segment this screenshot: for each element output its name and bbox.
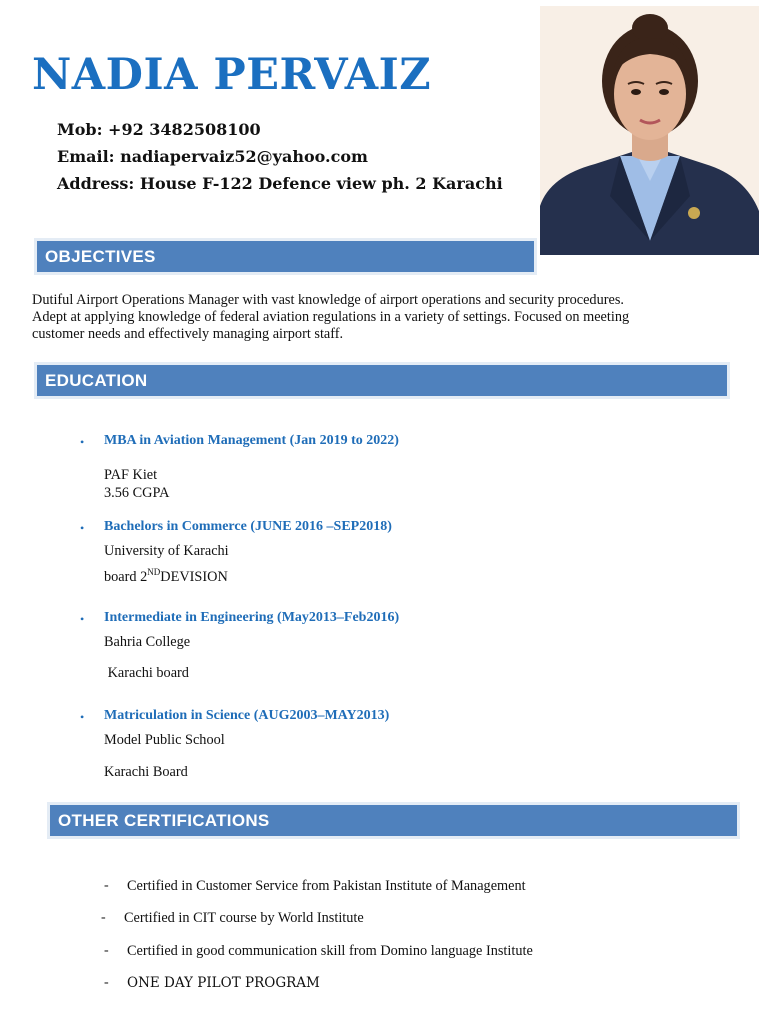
bullet-icon: • <box>80 435 85 449</box>
education-item-institution: PAF Kiet <box>104 467 158 483</box>
objectives-line: Adept at applying knowledge of federal aviation regulations in a variety of settings. Focused on meeting <box>32 309 630 325</box>
dash-icon: - <box>104 975 109 990</box>
education-item-institution: Bahria College <box>104 634 191 650</box>
bullet-icon: • <box>80 521 85 535</box>
candidate-name: NADIA PERVAIZ <box>32 50 432 100</box>
education-item-detail <box>104 567 228 586</box>
mobile-line: Mob: +92 3482508100 <box>57 120 261 139</box>
education-item-institution: University of Karachi <box>104 543 229 559</box>
email-line: Email: nadiapervaiz52@yahoo.com <box>57 147 368 166</box>
division-suffix: DEVISION <box>160 568 228 585</box>
objectives-line: customer needs and effectively managing airport staff. <box>32 326 344 342</box>
dash-icon: - <box>104 878 109 893</box>
dash-icon: - <box>104 943 109 958</box>
certification-item: Certified in good communication skill from Domino language Institute <box>127 943 533 959</box>
certification-item: Certified in Customer Service from Pakistan Institute of Management <box>127 878 526 894</box>
objectives-heading: OBJECTIVES <box>37 241 534 272</box>
education-item-institution: Model Public School <box>104 732 225 748</box>
education-item-title: Bachelors in Commerce (JUNE 2016 –SEP2018) <box>104 519 392 534</box>
objectives-line: Dutiful Airport Operations Manager with vast knowledge of airport operations and security procedures. <box>32 292 624 308</box>
education-heading: EDUCATION <box>37 365 727 396</box>
education-item-detail: Karachi board <box>104 665 189 681</box>
objectives-text <box>32 292 629 343</box>
division-superscript: ND <box>147 567 161 577</box>
education-item-detail: Karachi Board <box>104 764 188 780</box>
bullet-icon: • <box>80 612 85 626</box>
dash-icon: - <box>101 910 106 925</box>
education-item-title: Matriculation in Science (AUG2003–MAY2013) <box>104 708 390 723</box>
division-prefix: board 2 <box>104 568 148 585</box>
bullet-icon: • <box>80 710 85 724</box>
education-item-detail: 3.56 CGPA <box>104 485 170 501</box>
certification-item: ONE DAY PILOT PROGRAM <box>127 975 320 991</box>
profile-photo <box>540 6 759 255</box>
address-line: Address: House F-122 Defence view ph. 2 Karachi <box>57 174 503 193</box>
education-item-title: Intermediate in Engineering (May2013–Feb2016) <box>104 610 400 625</box>
education-item-title: MBA in Aviation Management (Jan 2019 to 2022) <box>104 433 399 448</box>
certification-item: Certified in CIT course by World Institute <box>124 910 364 926</box>
certifications-heading: OTHER CERTIFICATIONS <box>50 805 737 836</box>
